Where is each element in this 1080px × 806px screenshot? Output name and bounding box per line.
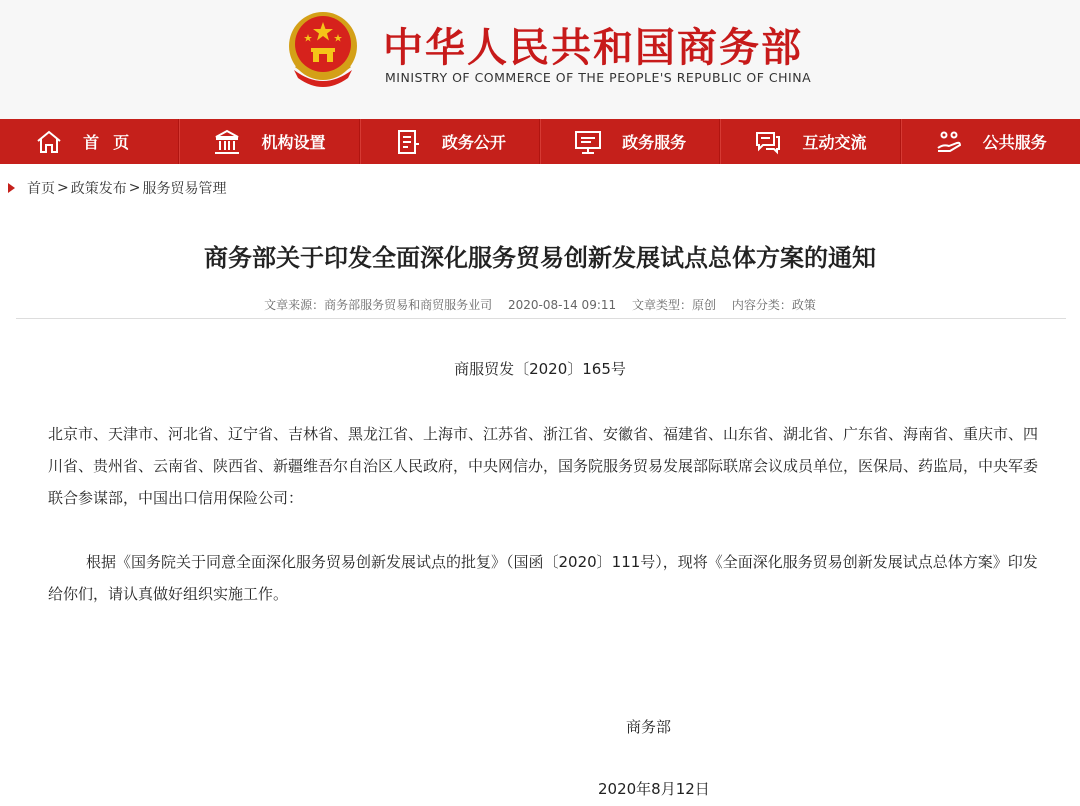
meta-datetime: 2020-08-14 09:11 [508, 298, 617, 312]
hand-service-icon [935, 128, 963, 156]
breadcrumb-service-trade[interactable]: 服务贸易管理 [142, 181, 227, 197]
nav-item-home[interactable] [0, 119, 179, 164]
home-icon [35, 128, 63, 156]
chat-icon [754, 128, 782, 156]
document-icon [394, 128, 422, 156]
article-title: 商务部关于印发全面深化服务贸易创新发展试点总体方案的通知 [204, 244, 876, 272]
breadcrumb-arrow-icon [8, 183, 15, 193]
meta-type: 文章类型：原创 [631, 298, 716, 312]
monitor-icon [574, 128, 602, 156]
article-meta [0, 296, 1080, 313]
nav-item-organization[interactable] [179, 119, 359, 164]
nav-item-label: 政务公开 [441, 133, 506, 152]
divider [16, 318, 1066, 319]
recipients-paragraph: 北京市、天津市、河北省、辽宁省、吉林省、黑龙江省、上海市、江苏省、浙江省、安徽省、福建省、山东省、湖北省、广东省、海南省、重庆市、四川省、贵州省、云南省、陕西省、新疆维吾尔自治区人民政府，中央网信办，国务院服务贸易发展部际联席会议成员单位，医保局、药监局，中央军委联合参谋部，中国出口信用保险公司： [48, 425, 1039, 507]
meta-source: 文章来源：商务部服务贸易和商贸服务业司 [264, 298, 493, 312]
breadcrumb-separator: > [128, 180, 141, 196]
breadcrumb-home[interactable]: 首页 [27, 181, 55, 197]
nav-item-government-affairs[interactable] [360, 119, 540, 164]
main-nav [0, 119, 1080, 164]
nav-item-public-services[interactable] [901, 119, 1080, 164]
national-emblem-icon[interactable] [284, 8, 362, 90]
nav-item-label: 首页 [83, 133, 144, 152]
site-subtitle: MINISTRY OF COMMERCE OF THE PEOPLE'S REPUBLIC OF CHINA [385, 70, 812, 85]
building-icon [213, 128, 241, 156]
meta-category: 内容分类：政策 [731, 298, 816, 312]
breadcrumb-separator: > [57, 180, 69, 196]
body-paragraph: 根据《国务院关于同意全面深化服务贸易创新发展试点的批复》（国函〔2020〕111号），现将《全面深化服务贸易创新发展试点总体方案》印发给你们，请认真做好组织实施工作。 [48, 553, 1038, 603]
nav-item-label: 互动交流 [802, 133, 867, 152]
breadcrumb [8, 178, 226, 198]
document-date: 2020年8月12日 [598, 780, 710, 798]
nav-item-government-services[interactable] [540, 119, 720, 164]
signature: 商务部 [626, 718, 672, 736]
nav-item-label: 政务服务 [622, 133, 687, 152]
site-title: 中华人民共和国商务部 [383, 25, 803, 71]
site-header [0, 0, 1080, 119]
nav-item-interaction[interactable] [720, 119, 900, 164]
breadcrumb-policy-release[interactable]: 政策发布 [70, 181, 127, 197]
document-number: 商服贸发〔2020〕165号 [454, 360, 626, 378]
nav-item-label: 公共服务 [982, 133, 1047, 152]
nav-item-label: 机构设置 [261, 133, 326, 152]
